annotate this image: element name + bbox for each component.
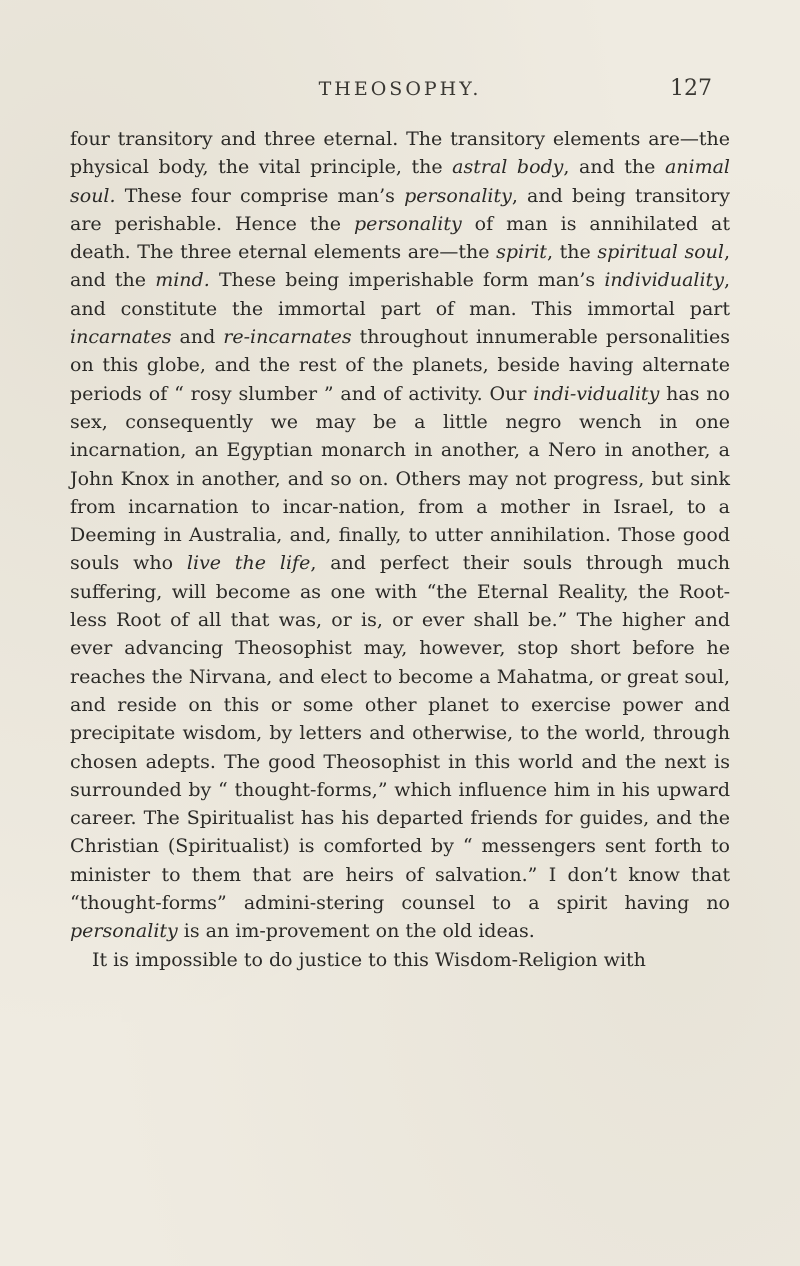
text-run: , and being transitory are perishable. Hence the — [70, 184, 730, 235]
italic-phrase: live the life — [186, 552, 311, 575]
text-run: , and the — [70, 241, 730, 292]
text-run: throughout innumerable personalities on this globe, and the rest of the planets, beside having alternate periods of “ rosy slumber ” and of activity. Our — [70, 326, 730, 405]
italic-phrase: spirit — [496, 241, 547, 264]
italic-phrase: incarnates — [70, 326, 172, 349]
text-run: , and constitute the immortal part of man. This immortal part — [70, 269, 730, 320]
text-run: four transitory and three eternal. The transitory elements are—the physical body, the vital principle, the — [70, 128, 730, 179]
italic-phrase: mind. — [155, 269, 210, 292]
italic-phrase: astral body — [452, 156, 564, 179]
text-run: , and the — [563, 156, 665, 179]
text-run: has no sex, consequently we may be a little negro wench in one incarnation, an Egyptian monarch in another, a Nero in another, a John Knox in another, and so on. Others may not progress, but sink from incarnation to incar-nation, from a mother in Israel, to a Deeming in Australia, and, finally, to utter annihilation. Those good souls who — [70, 382, 730, 575]
text-run: of man is annihilated at death. The three eternal elements are—the — [70, 212, 730, 264]
text-run: These being imperishable form man’s — [209, 269, 605, 292]
text-run: , the — [546, 241, 598, 264]
italic-phrase: re-incarnates — [223, 326, 352, 349]
text-run: These four comprise man’s — [115, 184, 405, 207]
italic-phrase: animal soul. — [70, 156, 730, 207]
page-number: 127 — [670, 76, 712, 101]
italic-phrase: personality — [70, 920, 178, 943]
paragraph-2 — [70, 946, 730, 974]
page-header — [0, 76, 800, 110]
paragraph-1 — [70, 125, 730, 946]
text-run: and — [171, 326, 224, 349]
italic-phrase: personality — [404, 184, 512, 207]
italic-phrase: spiritual soul — [597, 241, 724, 264]
text-run: is an im-provement on the old ideas. — [177, 920, 535, 943]
italic-phrase: personality — [353, 212, 462, 235]
italic-phrase: individuality — [604, 269, 724, 292]
body-text — [70, 125, 730, 974]
text-run: , and perfect their souls through much suffering, will become as one with “the Eternal Reality, the Root-less Root of all that was, or is, or ever shall be.” The higher and ever advancing Theosophist may, however, stop short before he reaches the Nirvana, and elect to become a Mahatma, or great soul, and reside on this or some other planet to exercise power and precipitate wisdom, by letters and otherwise, to the world, through chosen adepts. The good Theosophist in this world and the next is surrounded by “ thought-forms,” which influence him in his upward career. The Spiritualist has his departed friends for guides, and the Christian (Spiritualist) is comforted by “ messengers sent forth to minister to them that are heirs of salvation.” I don’t know that “thought-forms” admini-stering counsel to a spirit having no — [70, 552, 730, 915]
italic-phrase: indi-viduality — [533, 382, 660, 405]
running-head: THEOSOPHY. — [318, 78, 482, 100]
text-run: It is impossible to do justice to this Wisdom-Religion with — [92, 948, 646, 971]
